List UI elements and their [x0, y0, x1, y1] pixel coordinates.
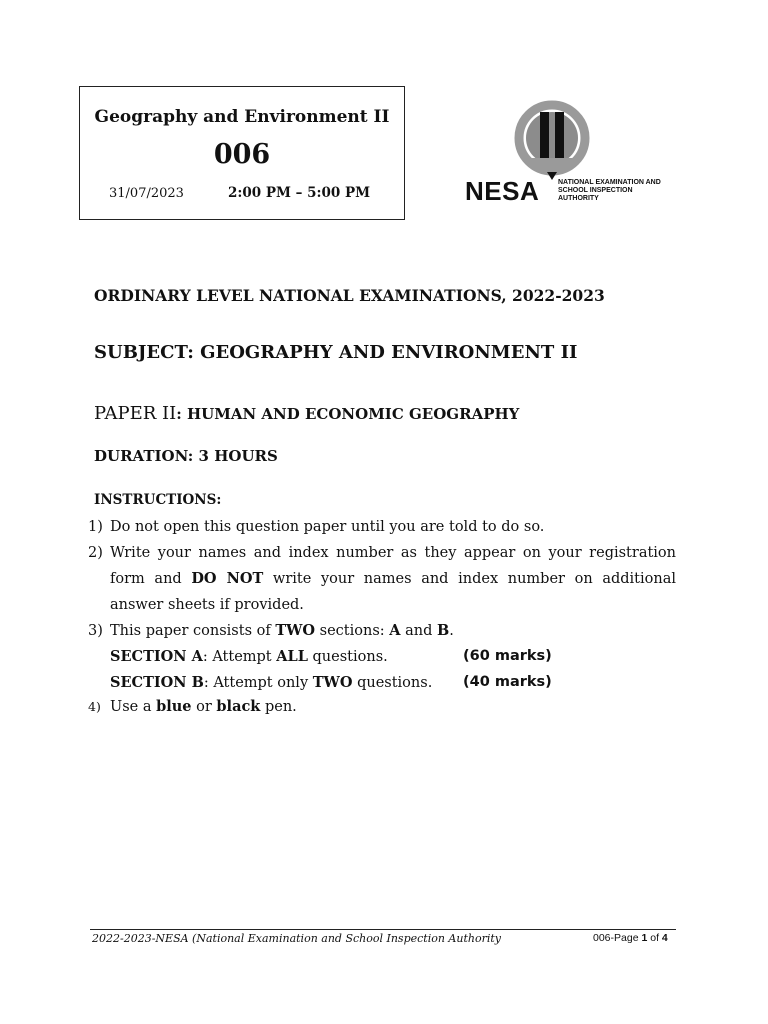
box-subject: Geography and Environment II: [94, 107, 390, 127]
text-run: and: [400, 623, 438, 639]
text-run: : Attempt only: [203, 675, 313, 691]
exam-header-box: [79, 86, 405, 220]
nesa-logo: [462, 100, 682, 210]
footer-authority: 2022-2023-NESA (National Examination and School Inspection Authority: [92, 932, 501, 945]
footer-divider: [90, 929, 676, 930]
item-line: [110, 566, 676, 592]
text-run: questions.: [352, 675, 433, 691]
authority-line-3: AUTHORITY: [558, 195, 599, 203]
bold-run: B: [437, 622, 450, 639]
text-run: Use a: [110, 699, 157, 715]
item-text: [110, 618, 676, 644]
authority-name: [558, 179, 688, 204]
authority-line-1: NATIONAL EXAMINATION AND: [558, 179, 661, 186]
bold-run: TWO: [312, 674, 353, 691]
text-run: : Attempt: [202, 649, 277, 665]
exam-time: 2:00 PM – 5:00 PM: [228, 185, 371, 201]
text-run: sections:: [315, 623, 390, 639]
duration: DURATION: 3 HOURS: [94, 447, 278, 465]
item-number: 2): [88, 545, 103, 561]
item-text: [110, 540, 676, 618]
text-run: form and: [110, 571, 192, 587]
text-run: or: [191, 699, 217, 715]
paper-prefix: PAPER II: [94, 403, 177, 424]
instructions-title: INSTRUCTIONS:: [94, 492, 222, 508]
text-run: questions.: [307, 649, 388, 665]
item-number: 3): [88, 623, 103, 639]
page-total: 4: [661, 932, 668, 944]
bold-run: TWO: [275, 622, 316, 639]
section-b-line: [110, 674, 432, 691]
section-label: SECTION A: [110, 648, 203, 665]
exam-date: 31/07/2023: [109, 186, 184, 201]
nesa-wordmark: NESA: [465, 176, 540, 206]
section-a-marks: (60 marks): [463, 648, 552, 664]
page-current: 1: [641, 932, 648, 944]
text-run: pen.: [260, 699, 297, 715]
subject-line: SUBJECT: GEOGRAPHY AND ENVIRONMENT II: [94, 342, 578, 363]
item-line: Write your names and index number as they appear on your registration: [110, 545, 676, 561]
footer-page-number: [593, 932, 668, 944]
authority-line-2: SCHOOL INSPECTION: [558, 187, 633, 195]
bold-run: black: [216, 698, 261, 715]
bold-run: blue: [156, 698, 192, 715]
item-number: 1): [88, 519, 103, 535]
item-text: Do not open this question paper until you are told to do so.: [110, 519, 545, 535]
text-run: 006-Page: [593, 932, 642, 944]
text-run: .: [449, 623, 454, 639]
item-number: 4): [88, 699, 101, 714]
section-label: SECTION B: [110, 674, 204, 691]
bold-run: A: [389, 622, 401, 639]
bold-run: DO NOT: [191, 570, 264, 587]
text-run: write your names and index number on additional: [263, 571, 676, 587]
exam-title: ORDINARY LEVEL NATIONAL EXAMINATIONS, 2022-2023: [94, 286, 605, 305]
text-run: This paper consists of: [110, 623, 276, 639]
item-line: answer sheets if provided.: [110, 597, 304, 613]
section-a-line: [110, 648, 388, 665]
paper-title: : HUMAN AND ECONOMIC GEOGRAPHY: [176, 405, 520, 423]
section-b-marks: (40 marks): [463, 674, 552, 690]
bold-run: ALL: [276, 648, 308, 665]
paper-code: 006: [213, 139, 271, 170]
item-text: [110, 694, 676, 720]
paper-line: [94, 403, 519, 424]
text-run: of: [647, 932, 662, 944]
